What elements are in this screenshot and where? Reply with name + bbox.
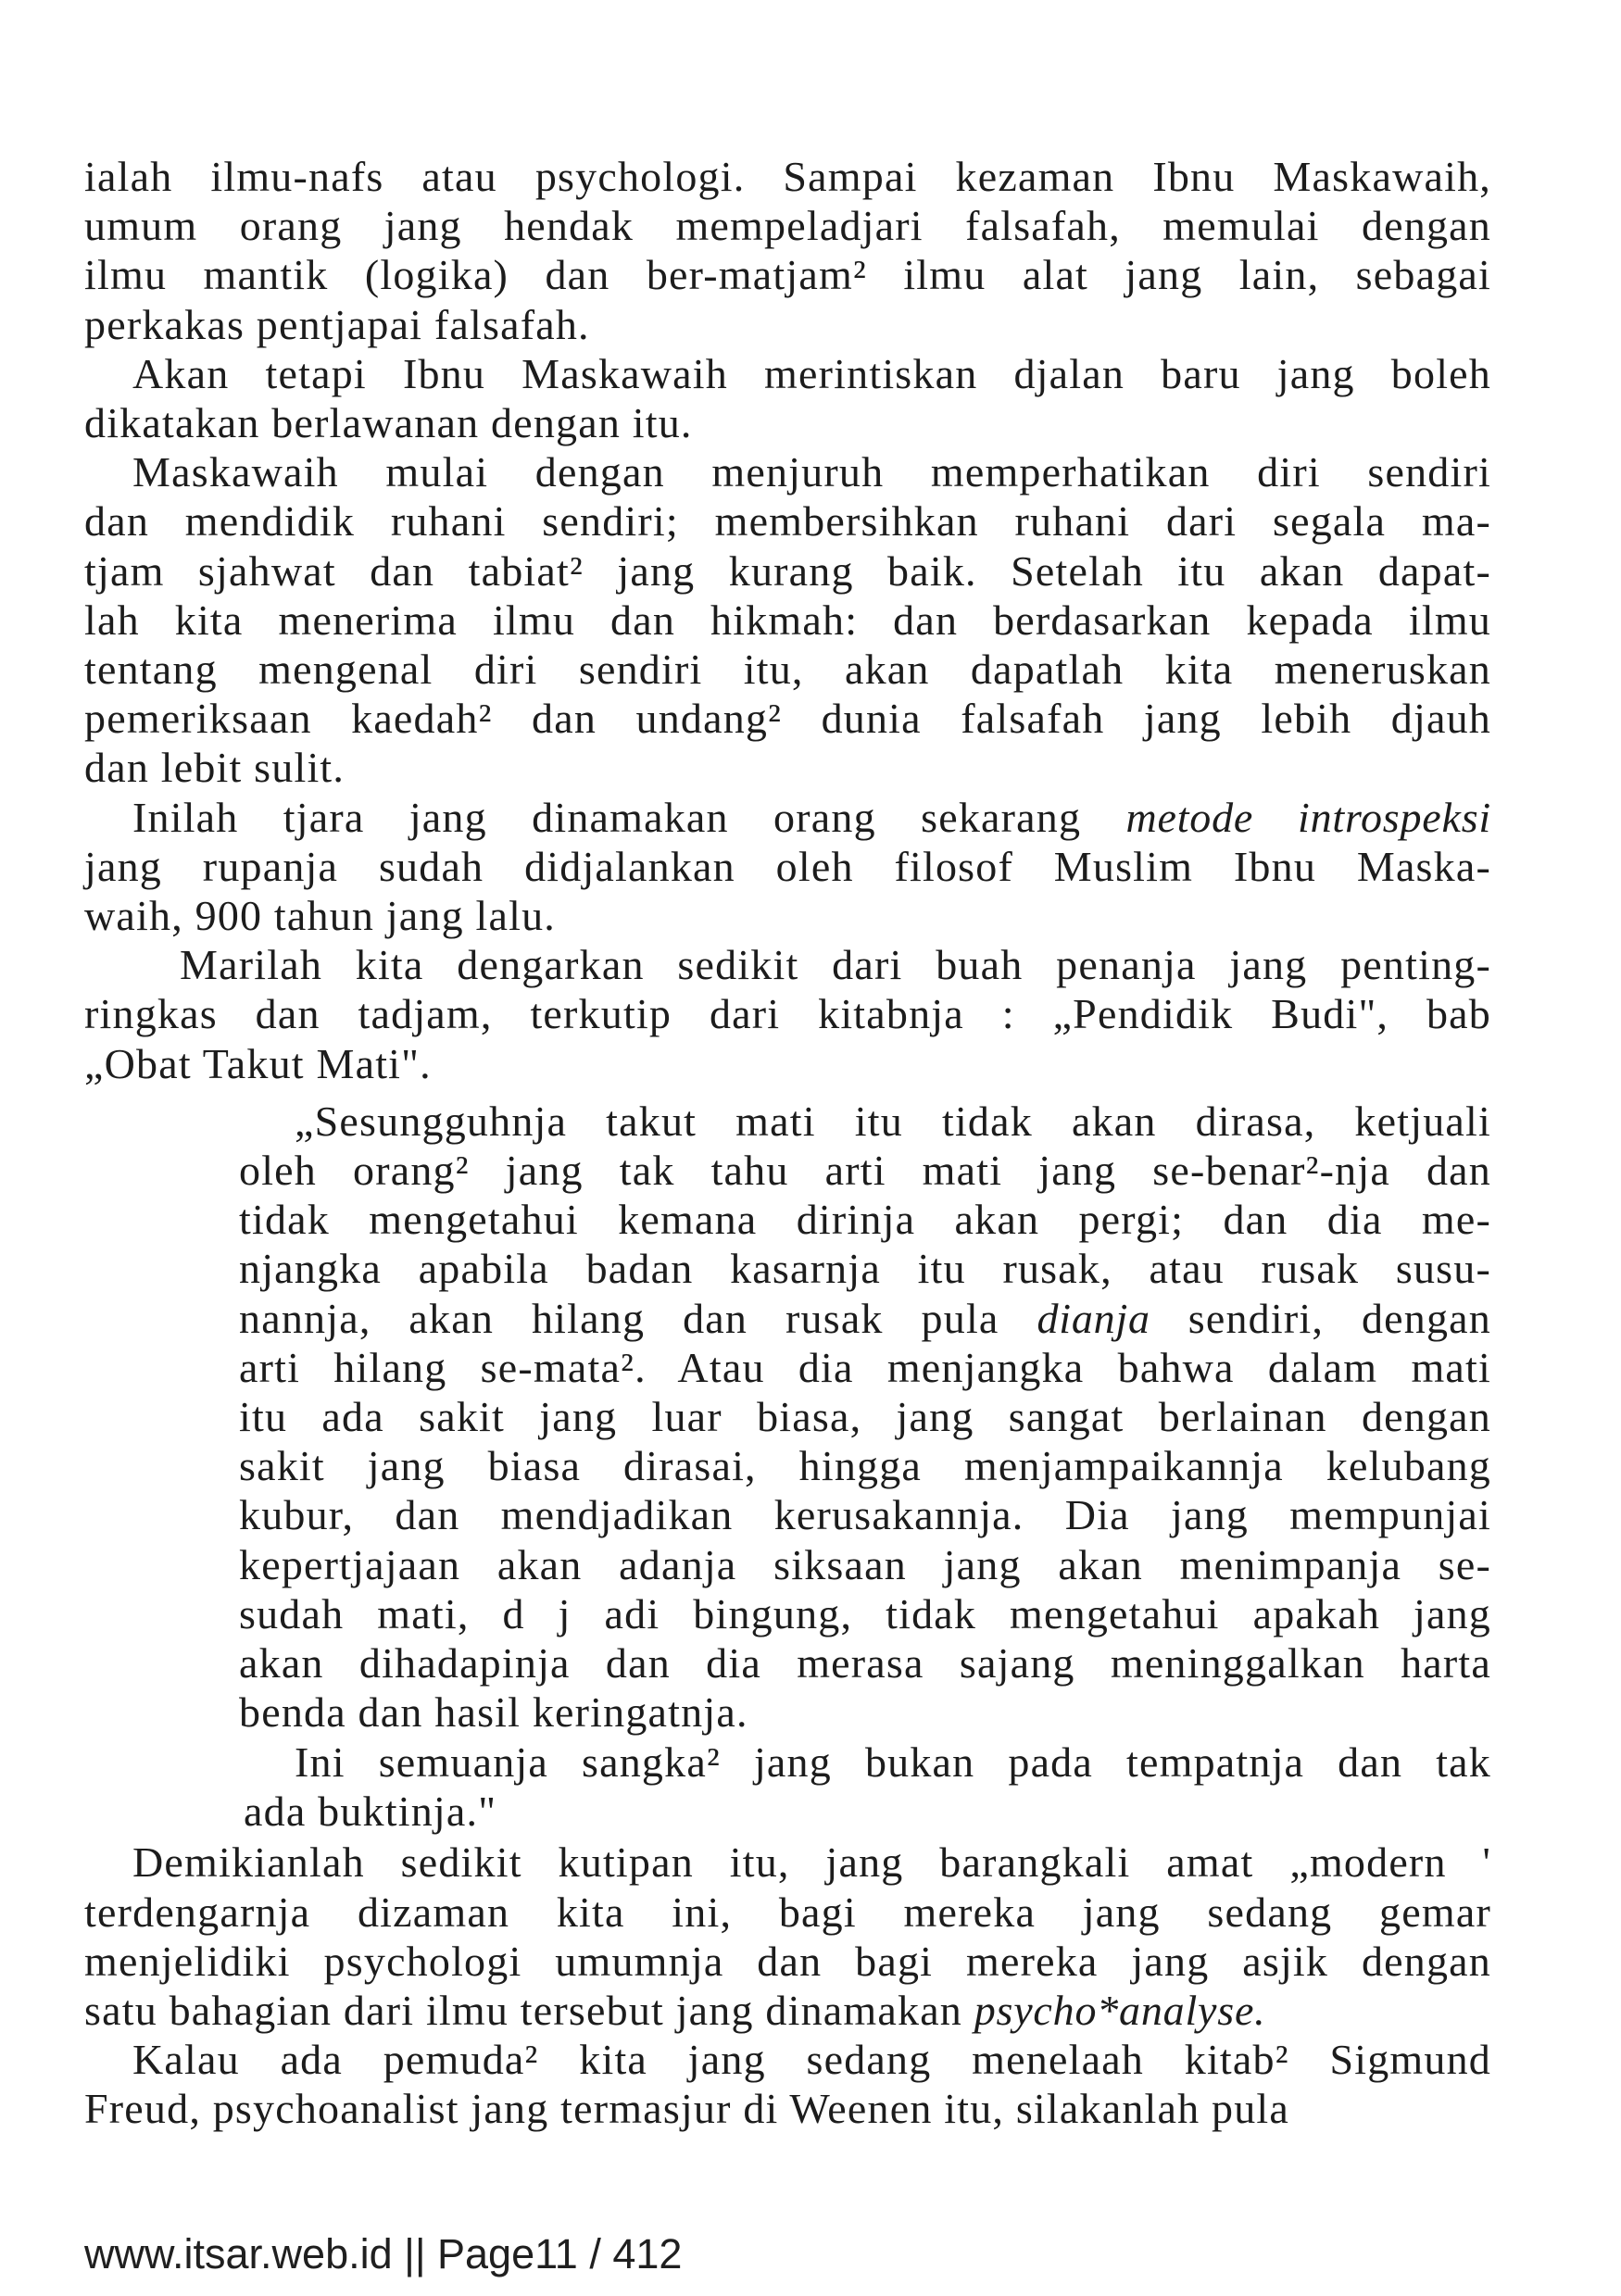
text-line: terdengarnja dizaman kita ini, bagi mereka jang sedang gemar (84, 1888, 1491, 1936)
paragraph (84, 152, 1491, 349)
text-segment: satu bahagian dari ilmu tersebut jang dinamakan (84, 1987, 974, 2035)
italic-term: dianja (1037, 1294, 1150, 1342)
body-text (84, 152, 1491, 2134)
paragraph (84, 793, 1491, 941)
text-line: tentang mengenal diri sendiri itu, akan dapatlah kita meneruskan (84, 646, 1491, 694)
text-line: kepertjajaan akan adanja siksaan jang akan menimpanja se- (239, 1540, 1491, 1588)
text-line: Kalau ada pemuda² kita jang sedang menelaah kitab² Sigmund (132, 2036, 1491, 2084)
text-line: oleh orang² jang tak tahu arti mati jang se-benar²-nja dan (239, 1147, 1491, 1195)
text-line (84, 793, 1491, 842)
paragraph (84, 940, 1491, 1088)
text-line: akan dihadapinja dan dia merasa sajang meninggalkan harta (239, 1639, 1491, 1687)
text-line (239, 1294, 1491, 1343)
text-segment: nannja, akan hilang dan rusak pula (239, 1294, 1037, 1342)
text-line: Akan tetapi Ibnu Maskawaih merintiskan djalan baru jang boleh (132, 349, 1491, 397)
paragraph (84, 447, 1491, 792)
text-line: sudah mati, d j adi bingung, tidak mengetahui apakah jang (239, 1589, 1491, 1637)
text-line: lah kita menerima ilmu dan hikmah: dan berdasarkan kepada ilmu (84, 596, 1491, 644)
text-line: „Obat Takut Mati". (84, 1039, 432, 1087)
text-line: sakit jang biasa dirasai, hingga menjampaikannja kelubang (239, 1442, 1491, 1490)
paragraph (84, 1838, 1491, 2035)
paragraph (84, 349, 1491, 447)
text-line: Marilah kita dengarkan sedikit dari buah penanja jang penting- (180, 941, 1491, 989)
text-line: tidak mengetahui kemana dirinja akan pergi; dan dia me- (239, 1196, 1491, 1244)
text-line: arti hilang se-mata². Atau dia menjangka bahwa dalam mati (239, 1343, 1491, 1391)
text-line: menjelidiki psychologi umumnja dan bagi mereka jang asjik dengan (84, 1937, 1491, 1985)
block-quote (239, 1097, 1491, 1836)
text-line: benda dan hasil keringatnja. (239, 1688, 748, 1737)
text-line: waih, 900 tahun jang lalu. (84, 892, 556, 940)
text-segment: Inilah tjara jang dinamakan orang sekarang (132, 793, 1126, 841)
italic-term: psycho*analyse. (974, 1987, 1266, 2035)
text-line (84, 1986, 1491, 2035)
text-line: dikatakan berlawanan dengan itu. (84, 399, 693, 447)
text-line: njangka apabila badan kasarnja itu rusak, atau rusak susu- (239, 1245, 1491, 1293)
text-line: perkakas pentjapai falsafah. (84, 300, 590, 348)
text-line: dan lebit sulit. (84, 744, 346, 792)
text-line: „Sesungguhnja takut mati itu tidak akan dirasa, ketjuali (295, 1097, 1491, 1145)
text-line: jang rupanja sudah didjalankan oleh filosof Muslim Ibnu Maska- (84, 842, 1491, 890)
text-line: ilmu mantik (logika) dan ber-matjam² ilmu alat jang lain, sebagai (84, 251, 1491, 299)
quote-paragraph (239, 1738, 1491, 1836)
text-line: Ini semuanja sangka² jang bukan pada tempatnja dan tak (295, 1738, 1491, 1786)
text-line: pemeriksaan kaedah² dan undang² dunia falsafah jang lebih djauh (84, 695, 1491, 743)
text-line: umum orang jang hendak mempeladjari falsafah, memulai dengan (84, 202, 1491, 250)
text-segment: sendiri, dengan (1150, 1294, 1492, 1342)
paragraph (84, 2035, 1491, 2133)
text-line: tjam sjahwat dan tabiat² jang kurang baik. Setelah itu akan dapat- (84, 546, 1491, 595)
quote-paragraph (239, 1097, 1491, 1738)
text-line: Maskawaih mulai dengan menjuruh memperhatikan diri sendiri (132, 448, 1491, 496)
text-line: ada buktinja." (244, 1787, 497, 1835)
text-line: kubur, dan mendjadikan kerusakannja. Dia jang mempunjai (239, 1491, 1491, 1539)
text-line: ringkas dan tadjam, terkutip dari kitabnja : „Pendidik Budi", bab (84, 990, 1491, 1038)
text-line: itu ada sakit jang luar biasa, jang sangat berlainan dengan (239, 1393, 1491, 1441)
text-line: Demikianlah sedikit kutipan itu, jang barangkali amat „modern ' (132, 1838, 1491, 1887)
text-line: Freud, psychoanalist jang termasjur di Weenen itu, silakanlah pula (84, 2085, 1290, 2133)
text-line: ialah ilmu-nafs atau psychologi. Sampai kezaman Ibnu Maskawaih, (84, 153, 1491, 200)
text-line: dan mendidik ruhani sendiri; membersihkan ruhani dari segala ma- (84, 497, 1491, 546)
italic-term: metode introspeksi (1125, 793, 1491, 841)
page-footer: www.itsar.web.id || Page11 / 412 (84, 2230, 683, 2277)
